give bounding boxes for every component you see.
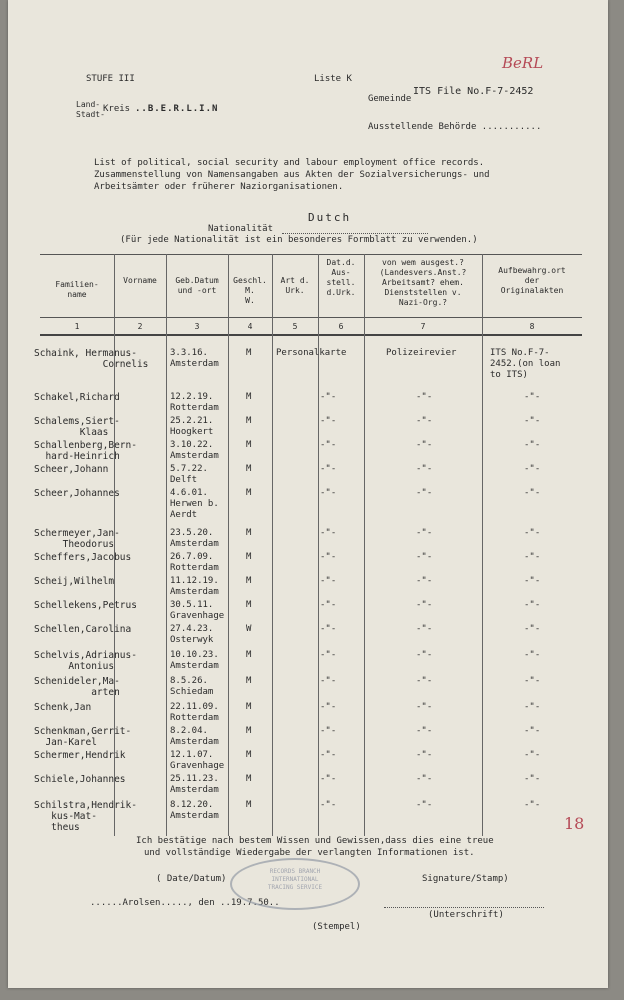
row-document-type: -"- [320, 464, 337, 474]
row-archive-location: -"- [524, 650, 541, 660]
row-archive-location: -"- [524, 774, 541, 784]
row-archive-location: -"- [524, 552, 541, 562]
row-birth: 27.4.23. Osterwyk [170, 624, 214, 645]
row-birth: 12.1.07. Gravenhage [170, 750, 225, 771]
row-family-name: Scheij,Wilhelm [34, 576, 115, 587]
date-label: ( Date/Datum) [156, 874, 227, 884]
col-number: 4 [247, 322, 253, 331]
row-archive-location: -"- [524, 624, 541, 634]
row-birth: 22.11.09. Rotterdam [170, 702, 219, 723]
row-issued-by: -"- [416, 750, 433, 760]
col-number: 3 [194, 322, 200, 331]
row-document-type: -"- [320, 774, 337, 784]
row-archive-location: -"- [524, 600, 541, 610]
stufe-label: STUFE III [86, 74, 135, 84]
row-birth: 25.11.23. Amsterdam [170, 774, 219, 795]
row-birth: 25.2.21. Hoogkert [170, 416, 214, 437]
row-archive-location: -"- [524, 576, 541, 586]
table-row [8, 348, 608, 380]
row-issued-by: -"- [416, 600, 433, 610]
row-document-type: -"- [320, 392, 337, 402]
table-row [8, 440, 608, 460]
row-archive-location: -"- [524, 750, 541, 760]
liste-label: Liste K [314, 74, 352, 84]
row-sex: M [246, 552, 252, 562]
table-row [8, 676, 608, 696]
row-issued-by: Polizeirevier [386, 348, 457, 358]
row-family-name: Schenk,Jan [34, 702, 92, 713]
row-sex: M [246, 600, 252, 610]
row-issued-by: -"- [416, 650, 433, 660]
row-family-name: Scheer,Johann [34, 464, 109, 475]
header-vorname: Vorname [123, 276, 157, 285]
row-family-name: Schellen,Carolina [34, 624, 132, 635]
row-issued-by: -"- [416, 552, 433, 562]
row-family-name: Scheffers,Jacobus [34, 552, 132, 563]
row-family-name: Schermer,Hendrik [34, 750, 126, 761]
row-family-name: Schaink, Hermanus- Cornelis [34, 348, 149, 370]
row-issued-by: -"- [416, 576, 433, 586]
row-document-type: -"- [320, 600, 337, 610]
table-header-border [40, 317, 582, 318]
intro-line-3: Arbeitsämter oder früherer Naziorganisationen. [94, 182, 344, 192]
table-row [8, 726, 608, 746]
table-row [8, 552, 608, 572]
row-family-name: Schallenberg,Bern- hard-Heinrich [34, 440, 137, 462]
row-family-name: Schenideler,Ma- arten [34, 676, 120, 698]
row-family-name: Schalems,Siert- Klaas [34, 416, 120, 438]
certification-line-2: und vollständige Wiedergabe der verlangten Informationen ist. [144, 848, 475, 858]
table-row [8, 600, 608, 620]
row-issued-by: -"- [416, 488, 433, 498]
row-family-name: Schenkman,Gerrit- Jan-Karel [34, 726, 132, 748]
row-birth: 12.2.19. Rotterdam [170, 392, 219, 413]
unterschrift-label: (Unterschrift) [428, 910, 504, 920]
row-sex: M [246, 676, 252, 686]
nationality-label: Nationalität [208, 224, 274, 234]
row-archive-location: -"- [524, 416, 541, 426]
kreis-label: Kreis [103, 104, 131, 114]
row-document-type: -"- [320, 416, 337, 426]
row-birth: 8.5.26. Schiedam [170, 676, 214, 697]
row-archive-location: -"- [524, 702, 541, 712]
col-number: 5 [292, 322, 298, 331]
row-document-type: -"- [320, 528, 337, 538]
row-document-type: Personalkarte [276, 348, 347, 358]
row-archive-location: -"- [524, 726, 541, 736]
row-birth: 26.7.09. Rotterdam [170, 552, 219, 573]
kreis-value: ..B.E.R.L.I.N [135, 104, 219, 114]
land-stadt-label: Land- Stadt- [76, 100, 105, 119]
row-archive-location: -"- [524, 528, 541, 538]
row-document-type: -"- [320, 676, 337, 686]
row-birth: 4.6.01. Herwen b. Aerdt [170, 488, 219, 520]
row-issued-by: -"- [416, 702, 433, 712]
table-number-border [40, 334, 582, 336]
row-birth: 3.3.16. Amsterdam [170, 348, 219, 369]
row-birth: 8.2.04. Amsterdam [170, 726, 219, 747]
row-family-name: Schellekens,Petrus [34, 600, 137, 611]
row-family-name: Schiele,Johannes [34, 774, 126, 785]
table-row [8, 702, 608, 722]
header-datum-ausstellung: Dat.d. Aus- stell. d.Urk. [326, 258, 356, 297]
header-von-wem: von wem ausgest.? (Landesvers.Anst.? Arbeitsamt? ehem. Dienststellen v. Nazi-Org.? [379, 258, 467, 307]
row-archive-location: -"- [524, 488, 541, 498]
row-archive-location: -"- [524, 676, 541, 686]
row-document-type: -"- [320, 440, 337, 450]
header-familienname: Familien- name [55, 280, 99, 299]
table-row [8, 774, 608, 794]
row-sex: M [246, 774, 252, 784]
row-sex: W [246, 624, 252, 634]
row-birth: 5.7.22. Delft [170, 464, 208, 485]
col-number: 7 [420, 322, 426, 331]
row-family-name: Schermeyer,Jan- Theodorus [34, 528, 120, 550]
row-document-type: -"- [320, 702, 337, 712]
row-sex: M [246, 750, 252, 760]
col-number: 6 [338, 322, 344, 331]
intro-line-1: List of political, social security and labour employment office records. [94, 158, 485, 168]
table-row [8, 650, 608, 670]
row-archive-location: -"- [524, 440, 541, 450]
row-issued-by: -"- [416, 464, 433, 474]
intro-line-2: Zusammenstellung von Namensangaben aus Akten der Sozialversicherungs- und [94, 170, 490, 180]
table-row [8, 464, 608, 484]
row-sex: M [246, 416, 252, 426]
row-issued-by: -"- [416, 392, 433, 402]
table-row [8, 392, 608, 412]
row-archive-location: -"- [524, 392, 541, 402]
row-issued-by: -"- [416, 416, 433, 426]
stempel-label: (Stempel) [312, 922, 361, 932]
header-geburt: Geb.Datum und -ort [175, 276, 219, 295]
row-issued-by: -"- [416, 676, 433, 686]
row-document-type: -"- [320, 650, 337, 660]
row-sex: M [246, 702, 252, 712]
row-document-type: -"- [320, 488, 337, 498]
col-number: 8 [529, 322, 535, 331]
row-birth: 10.10.23. Amsterdam [170, 650, 219, 671]
row-family-name: Scheer,Johannes [34, 488, 120, 499]
table-row [8, 488, 608, 520]
row-sex: M [246, 800, 252, 810]
row-sex: M [246, 348, 252, 358]
row-sex: M [246, 650, 252, 660]
nationality-value: Dutch [308, 211, 352, 224]
header-geschlecht: Geschl. M. W. [233, 276, 267, 305]
row-archive-location: -"- [524, 464, 541, 474]
page-number: 18 [564, 814, 585, 833]
ausstellende-behoerde: Ausstellende Behörde ........... [368, 122, 542, 132]
its-file-number: ITS File No.F-7-2452 [413, 86, 534, 97]
signature-line [384, 898, 544, 908]
table-row [8, 576, 608, 596]
row-issued-by: -"- [416, 440, 433, 450]
records-branch-stamp: RECORDS BRANCH INTERNATIONAL TRACING SERVICE [230, 858, 360, 910]
row-birth: 8.12.20. Amsterdam [170, 800, 219, 821]
row-archive-location: -"- [524, 800, 541, 810]
row-family-name: Schilstra,Hendrik- kus-Mat- theus [34, 800, 137, 833]
col-number: 2 [137, 322, 143, 331]
row-document-type: -"- [320, 726, 337, 736]
row-issued-by: -"- [416, 624, 433, 634]
row-family-name: Schakel,Richard [34, 392, 120, 403]
nationality-dots [282, 224, 428, 234]
document-page [8, 0, 608, 988]
row-document-type: -"- [320, 624, 337, 634]
nationality-note: (Für jede Nationalität ist ein besonderes Formblatt zu verwenden.) [120, 235, 478, 245]
signature-label: Signature/Stamp) [422, 874, 509, 884]
row-sex: M [246, 488, 252, 498]
row-issued-by: -"- [416, 800, 433, 810]
certification-line-1: Ich bestätige nach bestem Wissen und Gewissen,dass dies eine treue [136, 836, 494, 846]
row-sex: M [246, 440, 252, 450]
pencil-note: BeRL [502, 54, 544, 72]
table-row [8, 416, 608, 436]
row-document-type: -"- [320, 800, 337, 810]
table-top-border [40, 254, 582, 255]
row-birth: 11.12.19. Amsterdam [170, 576, 219, 597]
row-sex: M [246, 576, 252, 586]
row-issued-by: -"- [416, 774, 433, 784]
gemeinde-label: Gemeinde [368, 94, 412, 104]
table-row [8, 528, 608, 548]
row-sex: M [246, 464, 252, 474]
row-issued-by: -"- [416, 528, 433, 538]
row-sex: M [246, 726, 252, 736]
header-art: Art d. Urk. [280, 276, 310, 295]
row-archive-location: ITS No.F-7- 2452.(on loan to ITS) [490, 348, 561, 380]
row-birth: 3.10.22. Amsterdam [170, 440, 219, 461]
row-document-type: -"- [320, 750, 337, 760]
row-document-type: -"- [320, 552, 337, 562]
row-sex: M [246, 392, 252, 402]
table-row [8, 624, 608, 644]
col-number: 1 [74, 322, 80, 331]
header-aufbewahrungsort: Aufbewahrg.ort der Originalakten [498, 266, 566, 295]
place-and-date: ......Arolsen....., den ..19.7.50.. [90, 898, 280, 908]
row-birth: 30.5.11. Gravenhage [170, 600, 225, 621]
row-sex: M [246, 528, 252, 538]
row-issued-by: -"- [416, 726, 433, 736]
table-row [8, 750, 608, 770]
row-birth: 23.5.20. Amsterdam [170, 528, 219, 549]
row-family-name: Schelvis,Adrianus- Antonius [34, 650, 137, 672]
row-document-type: -"- [320, 576, 337, 586]
